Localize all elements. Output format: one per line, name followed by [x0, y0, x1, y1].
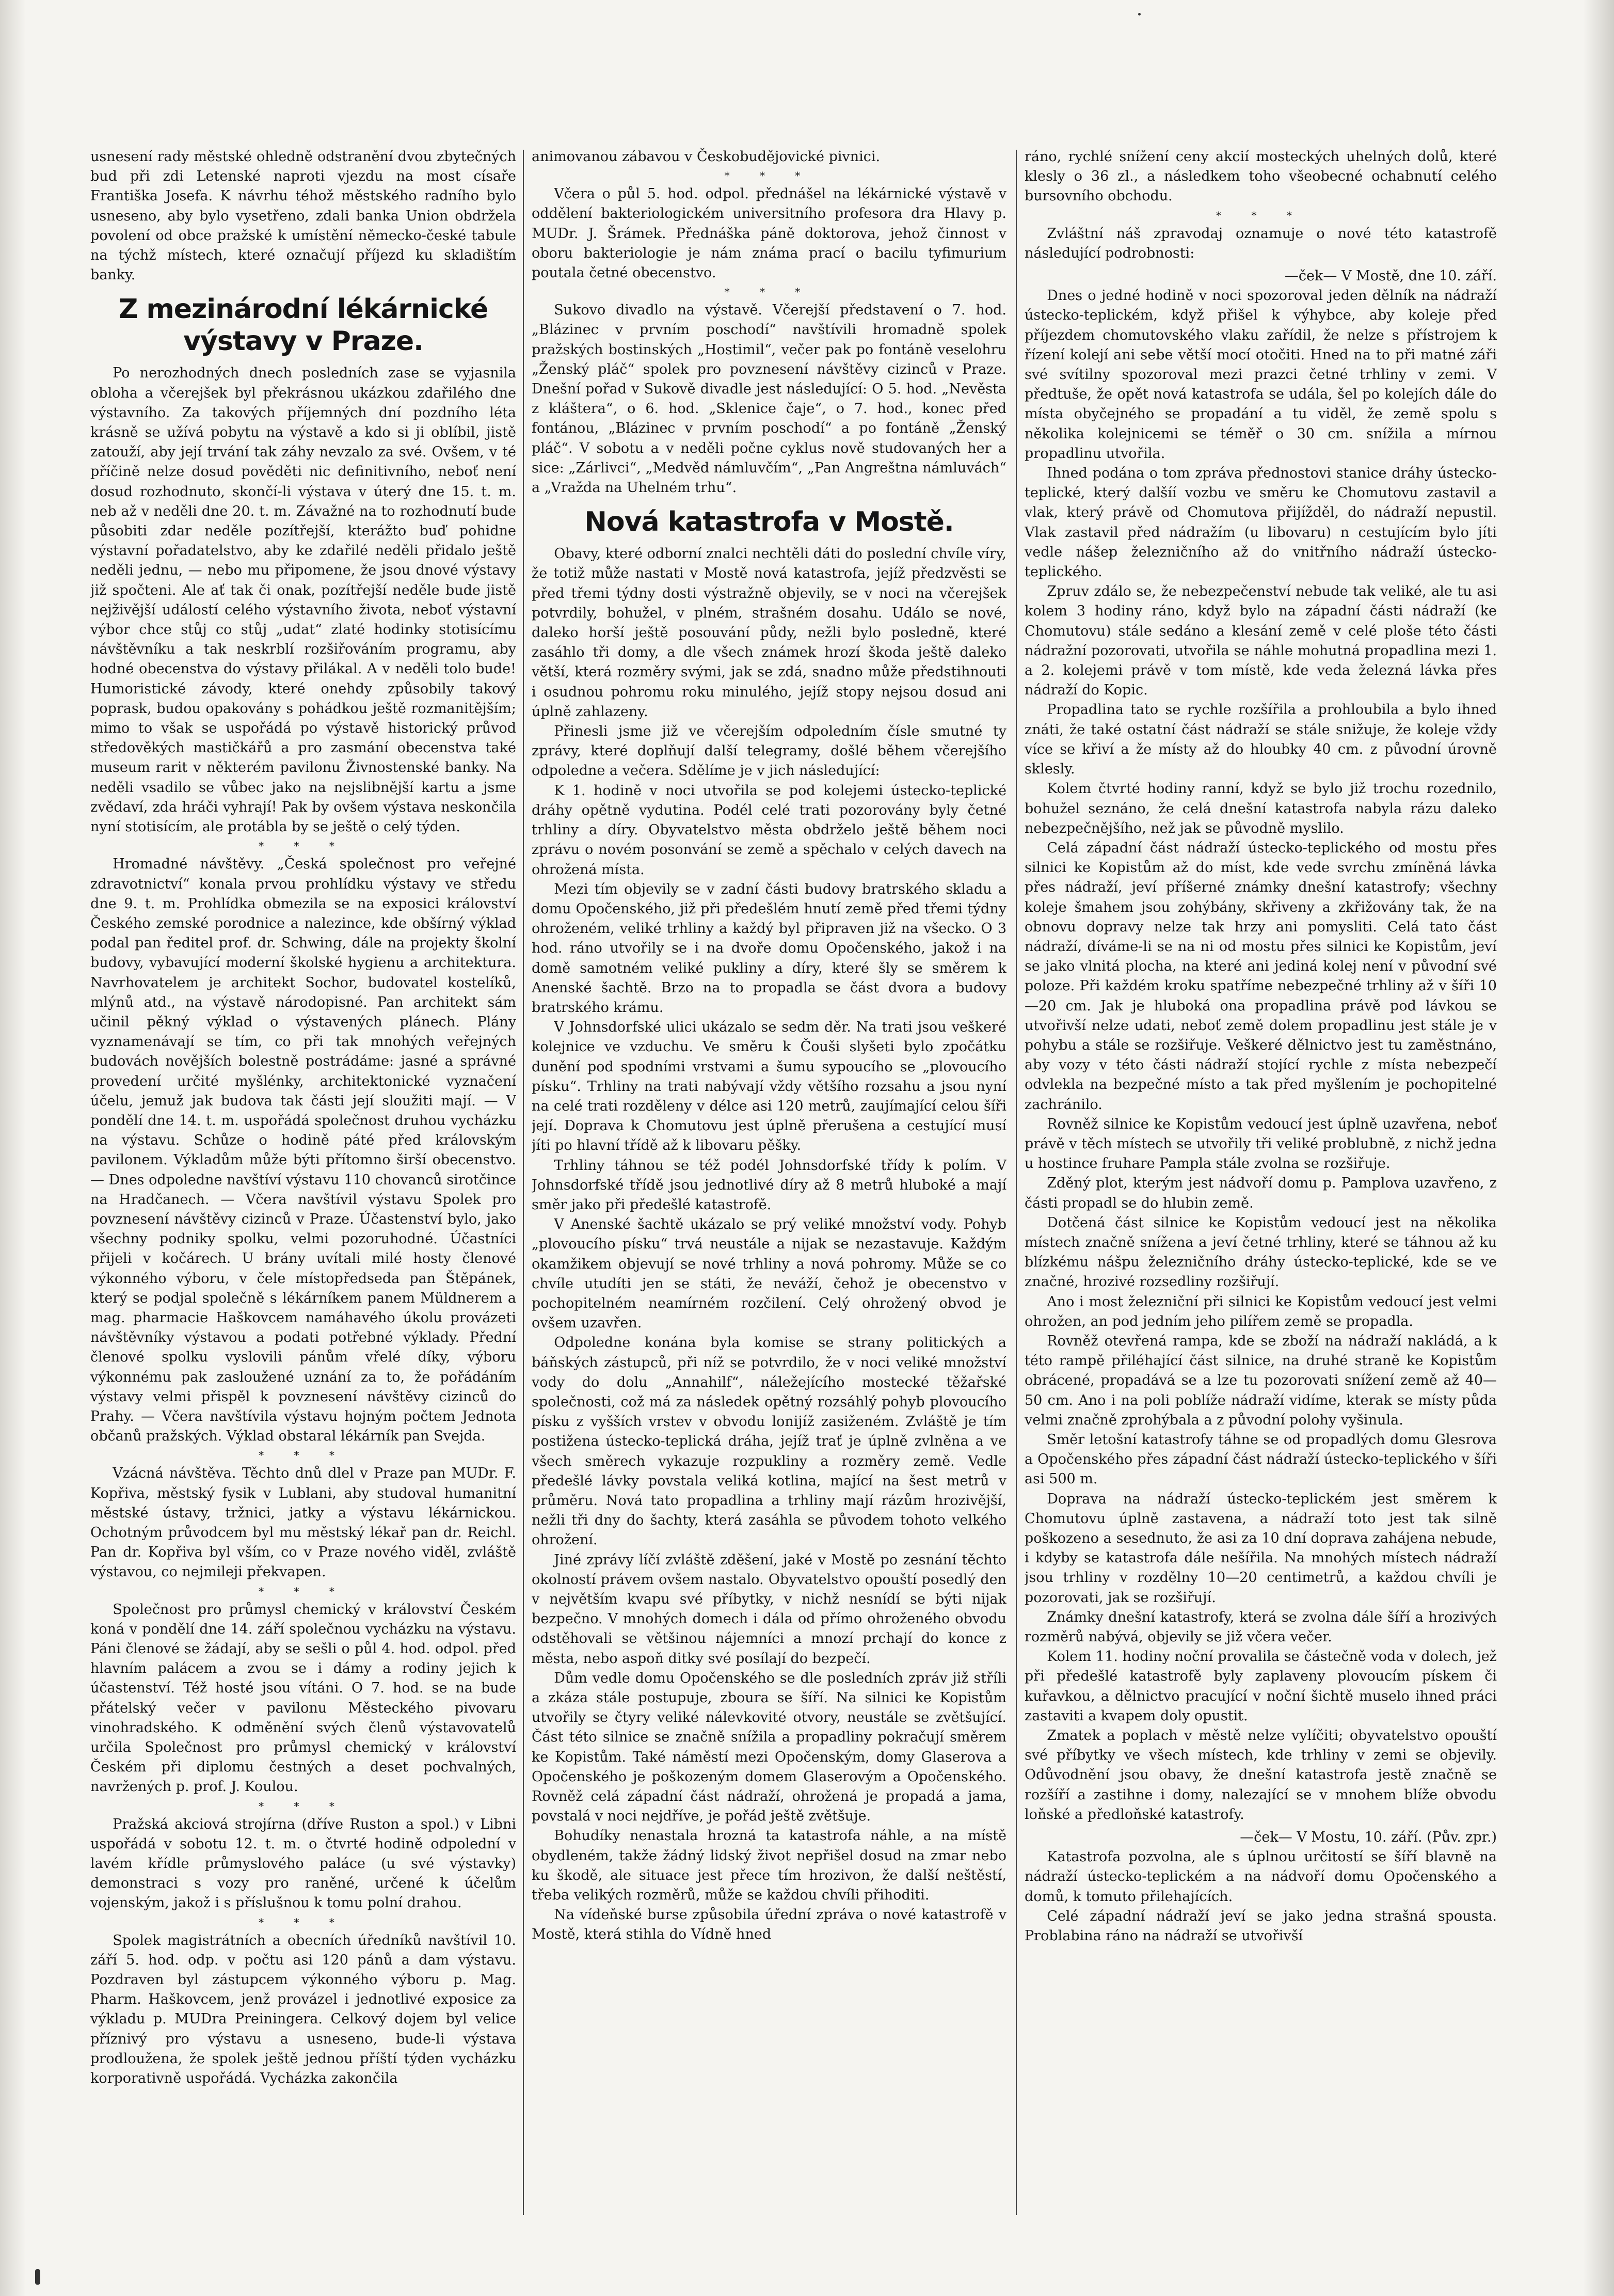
- section-separator-stars: * * *: [259, 1585, 348, 1597]
- article-paragraph: Společnost pro průmysl chemický v království Českém koná v pondělí dne 14. září společnou vycházku na výstavu. Páni členové se žádají, aby se sešli o půl 4. hod. odpol. před hlavním palácem a zvou se i dámy a rodiny jejich k účastenství. Též hosté jsou vítáni. O 7. hod. se na bude přátelský večer v pavilonu Městeckého pivovaru vinohradského. K odměnění svých členů výstavovatelů určila Společnost pro průmysl chemický v království Českém při diplomu čestných a deset pochvalných, navržených p. prof. J. Koulou.: [90, 1601, 516, 1795]
- article-paragraph: Doprava na nádraží ústecko-teplickém jest směrem k Chomutovu úplně zastavena, a nádraží toto jest tak silně poškozeno a sesednuto, že asi za 10 dní doprava zahájena nebude, i kdyby se katastrofa dále nešířila. Na mnohých místech nádraží jsou trhliny v rozdělny 10—20 centimetrů, a každou chvíli je pozorovati, jak se rozšiřují.: [1025, 1491, 1497, 1606]
- page-edge-left: [0, 0, 26, 2296]
- section-separator-stars: * * *: [724, 169, 814, 182]
- article-paragraph: Zpruv zdálo se, že nebezpečenství nebude tak veliké, ale tu asi kolem 3 hodiny ráno, když bylo na západní části nádraží (ke Chomutovu) stále sedáno a klesání země v celé ploše této části nádražní pozorovati, utvořila se náhle mohutná propadlina mezi 1. a 2. kolejemi právě v tom místě, kde veda železná lávka přes nádraží do Kopic.: [1025, 583, 1497, 699]
- dateline: —ček— V Mostu, 10. září. (Pův. zpr.): [1240, 1829, 1497, 1846]
- section-separator-stars: * * *: [1216, 209, 1305, 221]
- page-edge-right: [1583, 0, 1614, 2296]
- dateline: —ček— V Mostě, dne 10. září.: [1284, 268, 1497, 284]
- article-paragraph: Kolem 11. hodiny noční provalila se částečně voda v dolech, jež při předešlé katastrofě byly zaplaveny plovoucím pískem či kuřavkou, a dělnictvo pracující v noční šichtě muselo ihned práci zastaviti a kvapem doly opustit.: [1025, 1649, 1497, 1724]
- article-paragraph: Přinesli jsme již ve včerejším odpoledním čísle smutné ty zprávy, které doplňují další telegramy, došlé během včerejšího odpoledne a večera. Sdělíme je v jich následující:: [532, 723, 1006, 779]
- article-paragraph: Hromadné návštěvy. „Česká společnost pro veřejné zdravotnictví“ konala prvou prohlídku výstavy ve středu dne 9. t. m. Prohlídka obmezila se na exposici království Českého zemské porodnice a nalezince, kde obšírný výklad podal pan ředitel prof. dr. Schwing, dále na projekty školní budovy, vybavující moderní školské hygienu a architektura. Navrhovatelem je architekt Sochor, budovatel kostelíků, mlýnů atd., na výstavě národopisné. Pan architekt sám učinil pěkný výklad o výstavených plánech. Plány vyznamenávají se tím, co při tak mnohých veřejných budovách novějších bolestně postrádáme: jasné a správné provedení určité myšlénky, architektonické vyznačení účelu, jemuž jak budova tak části její sloužiti mají. — V pondělí dne 14. t. m. uspořádá společnost druhou vycházku na výstavu. Schůze o hodině páté před královským pavilonem. Výkladům může býti přítomno širší obecenstvo. — Dnes odpoledne navštíví výstavu 110 chovanců sirotčince na Hradčanech. — Včera navštívil výstavu Spolek pro povznesení návštěvy cizinců v Praze. Účastenství bylo, jako všechny podniky spolku, velmi pozoruhodné. Účastníci přijeli v kočárech. U brány uvítali milé hosty členové výkonného výboru, v čele místopředseda pan Štěpánek, který se podjal společně s lékárníkem panem Müldnerem a mag. pharmacie Haškovcem namáhavého úkolu provázeti návštěvníky výstavou a podati potřebné výklady. Přední členové spolku vyslovili pánům vřelé díky, výboru výkonnému pak zasloužené uznání za to, že pořádáním výstavy velmi přispěl k povznesení návštěvy cizinců do Prahy. — Včera navštívila výstavu hojným počtem Jednota občanů pražských. Výklad obstaral lékárník pan Svejda.: [90, 856, 516, 1445]
- article-paragraph: Dnes o jedné hodině v noci spozoroval jeden dělník na nádraží ústecko-teplickém, když přišel k výhybce, aby koleje před příjezdem chomutovského vlaku zařídil, že nelze s přístrojem k řízení kolejí ani sebe větší mocí otočiti. Hned na to při matné záři své svítilny spozoroval mezi prazci četné trhliny v zemi. V předtuše, že opět nová katastrofa se udála, šel po kolejích dále do místa obyčejného se propadání a tu viděl, že země spolu s několika kolejnicemi se téměř o 30 cm. snížila a mírnou propadlinu utvořila.: [1025, 288, 1497, 462]
- article-headline: Nová katastrofa v Mostě.: [584, 506, 954, 538]
- article-paragraph: Sukovo divadlo na výstavě. Včerejší představení o 7. hod. „Blázinec v prvním poschodí“ navštívili hromadně spolek pražských bostinských „Hostimil“, večer pak po fontáně veselohru „Ženský pláč“ spolek pro povznesení návštěvy cizinců v Praze. Dnešní pořad v Sukově divadle jest následující: O 5. hod. „Nevěsta z kláštera“, o 6. hod. „Sklenice čaje“, o 7. hod., konec před fontánou, „Blázinec v prvním poschodí“ a po fontáně „Ženský pláč“. V sobotu a v neděli počne cyklus nově studovaných her a sice: „Zárlivci“, „Medvěd námluvčím“, „Pan Angreštna námluvách“ a „Vražda na Uhelném trhu“.: [532, 302, 1006, 496]
- article-paragraph: Jiné zprávy líčí zvláště zděšení, jaké v Mostě po zesnání těchto okolností právem ovšem nastalo. Obyvatelstvo opouští posedlý den v největším kvapu své příbytky, v nichž nesnídí se býti nijak bezpečno. V mnohých domech i dála od přímo ohroženého obvodu odstěhovali se většinou nájemníci a mnozí prchají do konce z města, nebo aspoň ditky své posílají do bezpečí.: [532, 1551, 1006, 1667]
- column-3: [1025, 147, 1497, 2238]
- column-rule-2: [1016, 150, 1017, 2215]
- article-paragraph: K 1. hodině v noci utvořila se pod kolejemi ústecko-teplické dráhy opětně vydutina. Podél celé trati pozorovány byly četné trhliny a díry. Obyvatelstvo města obdrželo ještě během noci zprávu o novém posonvání se země a spěchalo v celých davech na ohrožená místa.: [532, 782, 1006, 878]
- scan-dot: [35, 2269, 40, 2285]
- article-paragraph: Katastrofa pozvolna, ale s úplnou určitostí se šíří blavně na nádraží ústecko-teplickém a na nádvoří domu Opočenského a domů, k tomuto přilehajících.: [1025, 1849, 1497, 1905]
- article-paragraph: Zvláštní náš zpravodaj oznamuje o nové této katastrofě následující podrobnosti:: [1025, 225, 1497, 261]
- article-paragraph: Spolek magistrátních a obecních úředníků navštívil 10. září 5. hod. odp. v počtu asi 120 pánů a dam výstavu. Pozdraven byl zástupcem výkonného výboru p. Mag. Pharm. Haškovcem, jenž provázel i jednotlivé exposice za výkladu p. MUDra Preiningera. Celkový dojem byl velice příznivý pro výstavu a usneseno, bude-li výstava prodloužena, že spolek ještě jednou příští týden vycházku korporativně uspořádá. Vycházka zakončila: [90, 1932, 516, 2087]
- article-paragraph: Bohudíky nenastala hrozná ta katastrofa náhle, a na místě obydleném, takže žádný lidský život nepřišel dosud na zmar nebo ku škodě, ale situace jest přece tím hrozivon, že další neštěstí, třeba velikých rozměrů, může se každou chvíli přihoditi.: [532, 1828, 1006, 1904]
- article-paragraph: ráno, rychlé snížení ceny akcií mosteckých uhelných dolů, které klesly o 36 zl., a následkem toho všeobecné ochabnutí celého bursovního obchodu.: [1025, 149, 1497, 204]
- article-paragraph: Směr letošní katastrofy táhne se od propadlých domu Glesrova a Opočenského přes západní část nádraží ústecko-teplického v šíři asi 500 m.: [1025, 1432, 1497, 1487]
- section-separator-stars: * * *: [724, 286, 814, 298]
- article-paragraph: Propadlina tato se rychle rozšířila a prohloubila a bylo ihned znáti, že také ostatní část nádraží se stále snižuje, že koleje vždy více se křiví a že místy až do hloubky 40 cm. z původní úrovně sklesly.: [1025, 702, 1497, 778]
- article-paragraph: Ihned podána o tom zpráva přednostovi stanice dráhy ústecko-teplické, který dalšíí vozbu ve směru ke Chomutovu zastavil a vlak, který právě od Chomutova přijížděl, do nádraží nepustil. Vlak zastavil před nádražím (u libovaru) n cestujícím bylo jíti vedle nášep železničního až do vnitřního nádraží ústecko-teplického.: [1025, 465, 1497, 580]
- article-paragraph: animovanou zábavou v Českobudějovické pivnici.: [532, 149, 881, 165]
- scan-dot: [1138, 13, 1141, 15]
- article-paragraph: Známky dnešní katastrofy, která se zvolna dále šíří a hrozivých rozměrů nabývá, objevily se již včera večer.: [1025, 1609, 1497, 1645]
- article-paragraph: Obavy, které odborní znalci nechtěli dáti do poslední chvíle víry, že totiž může nastati v Mostě nová katastrofa, jejíž předzvěsti se před třemi týdny dosti výstražně objevily, se v noci na včerejšek potvrdily, bohužel, v plném, strašném dosahu. Událo se nové, daleko horší ještě posouvání půdy, nežli bylo posledně, které zasáhlo tři domy, a dle všech známek hrozí škoda ještě daleko větší, která rozměry svými, jak se zdá, snadno může předstihnouti i osudnou pohromu roku minulého, jejíž stopy nejsou dosud ani úplně zahlazeny.: [532, 546, 1006, 720]
- article-paragraph: Mezi tím objevily se v zadní části budovy bratrského skladu a domu Opočenského, již při předešlém hnutí země před třemi týdny ohroženém, veliké trhliny a každý byl připraven již na všecko. O 3 hod. ráno utvořily se i na dvoře domu Opočenského, jakož i na domě samotném veliké pukliny a díry, které šly se směrem k Anenské šachtě. Brzo na to propadla se část dvora a budovy bratrského krámu.: [532, 881, 1006, 1016]
- article-paragraph: Pražská akciová strojírna (dříve Ruston a spol.) v Libni uspořádá v sobotu 12. t. m. o čtvrté hodině odpolední v lavém křídle průmyslového paláce (u své výstavky) demonstraci s vozy pro raněné, určené k účelům vojenským, jakož i s příslušnou k tomu polní drahou.: [90, 1816, 516, 1911]
- article-paragraph: Dotčená část silnice ke Kopistům vedoucí jest na několika místech značně snížena a jeví četné trhliny, které se táhnou až ku blízkému nášpu železničního dráhy ústecko-teplické, kde se ve značné, hrozivé rozsedliny rozšiřují.: [1025, 1214, 1497, 1290]
- article-paragraph: Vzácná návštěva. Těchto dnů dlel v Praze pan MUDr. F. Kopřiva, městský fysik v Lublani, aby studoval humanitní městské ústavy, tržnici, jatky a výstavu lékárnickou. Ochotným průvodcem byl mu městský lékař pan dr. Reichl. Pan dr. Kopřiva byl vším, co v Praze nového viděl, zvláště výstavou, co nejmileji překvapen.: [90, 1465, 516, 1580]
- article-paragraph: Celá západní část nádraží ústecko-teplického od mostu přes silnici ke Kopistům až do míst, kde vede svrchu zmíněná lávka přes nádraží, jeví příšerné známky dnešní katastrofy; všechny koleje šmahem jsou zohýbány, skřiveny a zkřižovány tak, že na obnovu dopravy nelze tak hrzy ani pomysliti. Celá tato část nádraží, díváme-li se na ni od mostu přes silnici ke Kopistům, jeví se jako vlnitá plocha, na které ani jediná kolej není v původní své poloze. Při každém kroku spatříme nebezpečné trhliny až v šíři 10—20 cm. Jak je hluboká ona propadlina právě pod lávkou se utvořivší nelze udati, neboť země dolem propadlinu jest stále je v pohybu a stále se rozšiřuje. Veškeré dělnictvo jest tu zaměstnáno, aby vozy v této části nádraží stojící rychle z místa nebezpečí odvlekla na bezpečné místo a tak před myšlením je pochopitelné zachránilo.: [1025, 840, 1497, 1113]
- article-paragraph: Rovněž silnice ke Kopistům vedoucí jest úplně uzavřena, neboť právě v těch místech se utvořily tři veliké problubně, z nichž jedna u hostince fruhare Pampla stále zvolna se rozšiřuje.: [1025, 1116, 1497, 1172]
- column-rule-1: [523, 150, 524, 2215]
- article-paragraph: Celé západní nádraží jeví se jako jedna strašná spousta. Problabina ráno na nádraží se utvořivší: [1025, 1908, 1497, 1944]
- section-separator-stars: * * *: [259, 1449, 348, 1462]
- column-1: [90, 147, 516, 2238]
- article-headline: Z mezinárodní lékárnické výstavy v Praze.: [118, 294, 488, 357]
- section-separator-stars: * * *: [259, 840, 348, 852]
- article-paragraph: Zmatek a poplach v městě nelze vylíčiti; obyvatelstvo opouští své příbytky ve všech místech, kde trhliny v zemi se objevily. Odůvodnění jsou obavy, že dnešní katastrofa jestě značně se rozšíří a zastihne i domy, nalezající se v mnohem blíže obvodu loňské a předloňské katastrofy.: [1025, 1728, 1497, 1823]
- column-2: [532, 147, 1006, 2238]
- article-paragraph: Včera o půl 5. hod. odpol. přednášel na lékárnické výstavě v oddělení bakteriologickém universitního profesora dra Hlavy p. MUDr. J. Šrámek. Přednáška páně doktorova, jehož činnost v oboru bakteriologie je nám známa prací o bacilu tyfimurium poutala četné obecenstvo.: [532, 186, 1006, 281]
- article-paragraph: Rovněž otevřená rampa, kde se zboží na nádraží nakládá, a k této rampě přiléhající část silnice, na druhé straně ke Kopistům obrácené, propadává se a lze tu pozorovati snížení země až 40—50 cm. Ano i na poli poblíže nádraží vidíme, kterak se místy půda velmi značně zprohýbala a z původní polohy vyšinula.: [1025, 1333, 1497, 1428]
- article-paragraph: Na vídeňské burse způsobila úřední zpráva o nové katastrofě v Mostě, která stihla do Vídně hned: [532, 1907, 1006, 1943]
- article-paragraph: V Johnsdorfské ulici ukázalo se sedm děr. Na trati jsou veškeré kolejnice ve vzduchu. Ve směru k Čouši slyšeti bylo zpočátku dunění pod spodními vrstvami a šumu sypoucího se „plovoucího písku“. Trhliny na trati nabývají vždy většího rozsahu a jsou nyní na celé trati rozděleny v délce asi 120 metrů, zaujímající celou šíři její. Doprava k Chomutovu jest úplně přerušena a cestující musí jíti po hlavní třídě až k libovaru pěšky.: [532, 1019, 1006, 1154]
- section-separator-stars: * * *: [259, 1799, 348, 1812]
- article-paragraph: Ano i most železniční při silnici ke Kopistům vedoucí jest velmi ohrožen, an pod jedním jeho pilířem země se propadla.: [1025, 1293, 1497, 1329]
- article-paragraph: usnesení rady městské ohledně odstranění dvou zbytečných bud při zdi Letenské naproti vjezdu na most císaře Františka Josefa. K návrhu téhož městského radního bylo usneseno, aby bylo vysetřeno, zdali banka Union obdržela povolení od obce pražské k umístění německo-české tabule na týchž místech, které označují příjezd ku skladištím banky.: [90, 149, 516, 283]
- section-separator-stars: * * *: [259, 1915, 348, 1928]
- article-paragraph: Dům vedle domu Opočenského se dle posledních zpráv již stříli a zkáza stále postupuje, zboura se šíří. Na silnici ke Kopistům utvořily se čtyry veliké nálevkovité otvory, neustále se zvětšující. Část této silnice se značně snížila a propadliny pokračují směrem ke Kopistům. Také náměstí mezi Opočenským, domy Glaserova a Opočenského je poškozeným domem Glaserovým a Opočenského. Rovněž celá západní část nádraží, ohrožená je propadá a jama, povstalá v noci nejdříve, je pořád ještě zvětšuje.: [532, 1670, 1006, 1825]
- article-paragraph: Trhliny táhnou se též podél Johnsdorfské třídy k polím. V Johnsdorfské třídě jsou jednotlivé díry až 8 metrů hluboké a mají směr jako při předešlé katastrofě.: [532, 1157, 1006, 1213]
- article-paragraph: Po nerozhodných dnech posledních zase se vyjasnila obloha a včerejšek byl překrásnou ukázkou zdařilého dne výstavního. Za takových příjemných dní pozdního léta krásně se užívá pobytu na výstavě a kdo si ji oblíbil, jistě zatouží, aby její trvání tak záhy nevzalo za své. Ovšem, v té příčině nelze dosud pověděti nic definitivního, neboť není dosud rozhodnuto, skončí-li výstava v úterý dne 15. t. m. neb až v neděli dne 20. t. m. Závažné na to rozhodnutí bude působiti zdar neděle pozítřejší, kterážto buď pohidne výstavní pořadatelstvo, aby ke zdařilé neděli přidalo ještě neděli jednu, — nebo mu připomene, že jsou dnové výstavy již spočteni. Ale ať tak či onak, pozítřejší neděle bude jistě nejživější událostí celého výstavního života, neboť výstavní výbor chce stůj co stůj „udat“ zlaté hodinky stotisícímu návštěvníku a tak neskrblí rozšiřováním programu, aby hodné obecenstva do výstavy přilákal. A v neděli tolo bude! Humoristické závody, které onehdy způsobily takový poprask, budou opakovány s pohádkou ještě rozmanitějším; mimo to však se uspořádá po výstavě historický průvod středověkých mastičkářů a pro zasmání obecenstva také museum rarit v některém pavilonu Živnostenské banky. Na neděli vsadilo se vůbec jako na nejslibnější kartu a jsme zvědaví, zda hráči vyhrají! Pak by ovšem výstava neskončila nyní stotisícím, ale protábla by se ještě o celý týden.: [90, 365, 516, 835]
- article-paragraph: V Anenské šachtě ukázalo se prý veliké množství vody. Pohyb „plovoucího písku“ trvá neustále a nijak se nezastavuje. Každým okamžikem objevují se nové trhliny a nová pohromy. Může se co chvíle utudíti jen se státi, že neváží, čehož je obecenstvo v pochopitelném neamírném rozčilení. Celý ohrožený obvod je ovšem uzavřen.: [532, 1216, 1006, 1332]
- article-paragraph: Zděný plot, kterým jest nádvoří domu p. Pamplova uzavřeno, z části propadl se do hlubin země.: [1025, 1175, 1497, 1211]
- article-paragraph: Kolem čtvrté hodiny ranní, když se bylo již trochu rozednilo, bohužel seznáno, že celá dnešní katastrofa nabyla rázu daleko nebezpečnějšího, než jak se původně myslilo.: [1025, 781, 1497, 836]
- article-paragraph: Odpoledne konána byla komise se strany politických a báňských zástupců, při níž se potvrdilo, že v noci veliké množství vody do dolu „Annahilf“, náležejícího mostecké těžařské společnosti, což má za následek opětný rozsáhlý pohyb plovoucího písku z vyšších vrstev v obvodu lonijíž zasiženém. Zvláště je tím postižena ústecko-teplická dráha, jejíž trať je úplně zvlněna a ve všech směrech vykazuje rozpukliny a rozměry země. Vedle předešlé lávky povstala veliká kotlina, mající na šest metrů v průměru. Nová tato propadlina a trhliny mají rázům hrozivější, nežli tři dny do šachty, která zasáhla se původem tohoto velkého ohrožení.: [532, 1335, 1006, 1548]
